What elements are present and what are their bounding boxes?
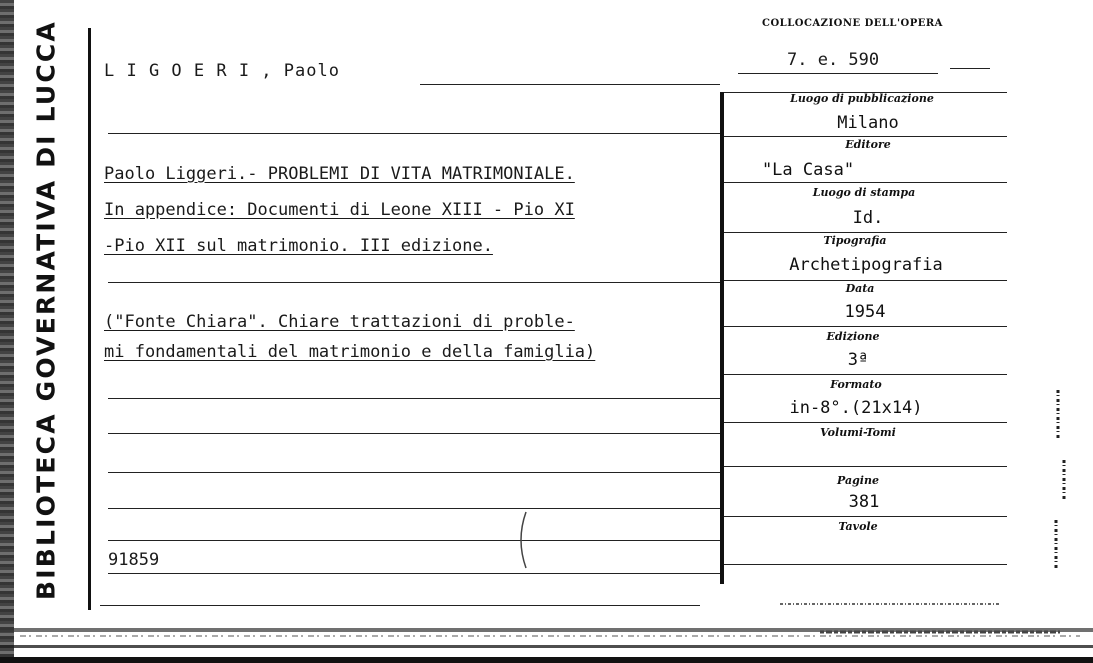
field-label-luogo-stampa: Luogo di stampa: [812, 186, 916, 199]
scan-noise-edge: [1040, 380, 1080, 580]
field-label-tavole: Tavole: [838, 520, 878, 533]
field-value-formato: in-8°.(21x14): [789, 398, 923, 418]
fields-column-rule: [720, 92, 724, 584]
description-line-2: In appendice: Documenti di Leone XIII - Pio XI: [104, 200, 575, 220]
scan-noise-bottom: [0, 600, 1093, 663]
card-rule: [108, 472, 720, 473]
card-rule: [108, 398, 720, 399]
description-line-3: -Pio XII sul matrimonio. III edizione.: [104, 236, 493, 256]
description-line-1: Paolo Liggeri.- PROBLEMI DI VITA MATRIMONIALE.: [104, 164, 575, 184]
field-value-tipografia: Archetipografia: [789, 255, 943, 275]
author-rule: [420, 84, 720, 85]
library-name: BIBLIOTECA GOVERNATIVA DI LUCCA: [31, 20, 61, 600]
field-rule: [724, 516, 1007, 517]
field-value-data: 1954: [844, 302, 886, 322]
field-rule: [724, 326, 1007, 327]
collocazione-label: COLLOCAZIONE DELL'OPERA: [762, 18, 943, 29]
field-rule: [724, 564, 1007, 565]
field-label-pagine: Pagine: [837, 474, 879, 487]
field-value-edizione: 3ª: [847, 350, 869, 370]
bracket-mark: [512, 510, 532, 570]
field-value-luogo-pubblicazione: Milano: [837, 113, 899, 133]
collocazione-rule: [738, 73, 938, 74]
field-rule: [724, 422, 1007, 423]
field-label-tipografia: Tipografia: [823, 234, 887, 247]
field-label-formato: Formato: [830, 378, 882, 391]
field-rule: [724, 374, 1007, 375]
card-rule: [108, 433, 720, 434]
card-rule: [108, 133, 720, 134]
card-left-edge: [0, 0, 14, 663]
collocazione-rule-2: [950, 68, 990, 69]
card-rule: [108, 508, 720, 509]
library-name-vertical: [18, 20, 74, 600]
field-label-edizione: Edizione: [826, 330, 880, 343]
series-line-1: ("Fonte Chiara". Chiare trattazioni di proble-: [104, 312, 575, 332]
author-heading: L I G O E R I , Paolo: [104, 61, 340, 81]
field-value-luogo-stampa: Id.: [852, 208, 884, 228]
field-label-data: Data: [845, 282, 875, 295]
collocazione-value: 7. e. 590: [787, 50, 880, 70]
field-label-editore: Editore: [845, 138, 891, 151]
field-label-volumi-tomi: Volumi-Tomi: [820, 426, 896, 439]
field-rule: [724, 232, 1007, 233]
field-value-editore: "La Casa": [761, 160, 855, 180]
card-rule: [108, 540, 720, 541]
card-rule: [108, 282, 720, 283]
inventory-number: 91859: [108, 550, 160, 570]
left-margin-rule: [88, 28, 91, 610]
field-rule: [724, 182, 1007, 183]
field-rule: [724, 466, 1007, 467]
field-rule: [724, 136, 1007, 137]
card-rule: [108, 573, 720, 574]
series-line-2: mi fondamentali del matrimonio e della famiglia): [104, 342, 596, 362]
field-label-luogo-pubblicazione: Luogo di pubblicazione: [790, 92, 934, 105]
field-value-pagine: 381: [848, 492, 880, 512]
field-rule: [724, 280, 1007, 281]
